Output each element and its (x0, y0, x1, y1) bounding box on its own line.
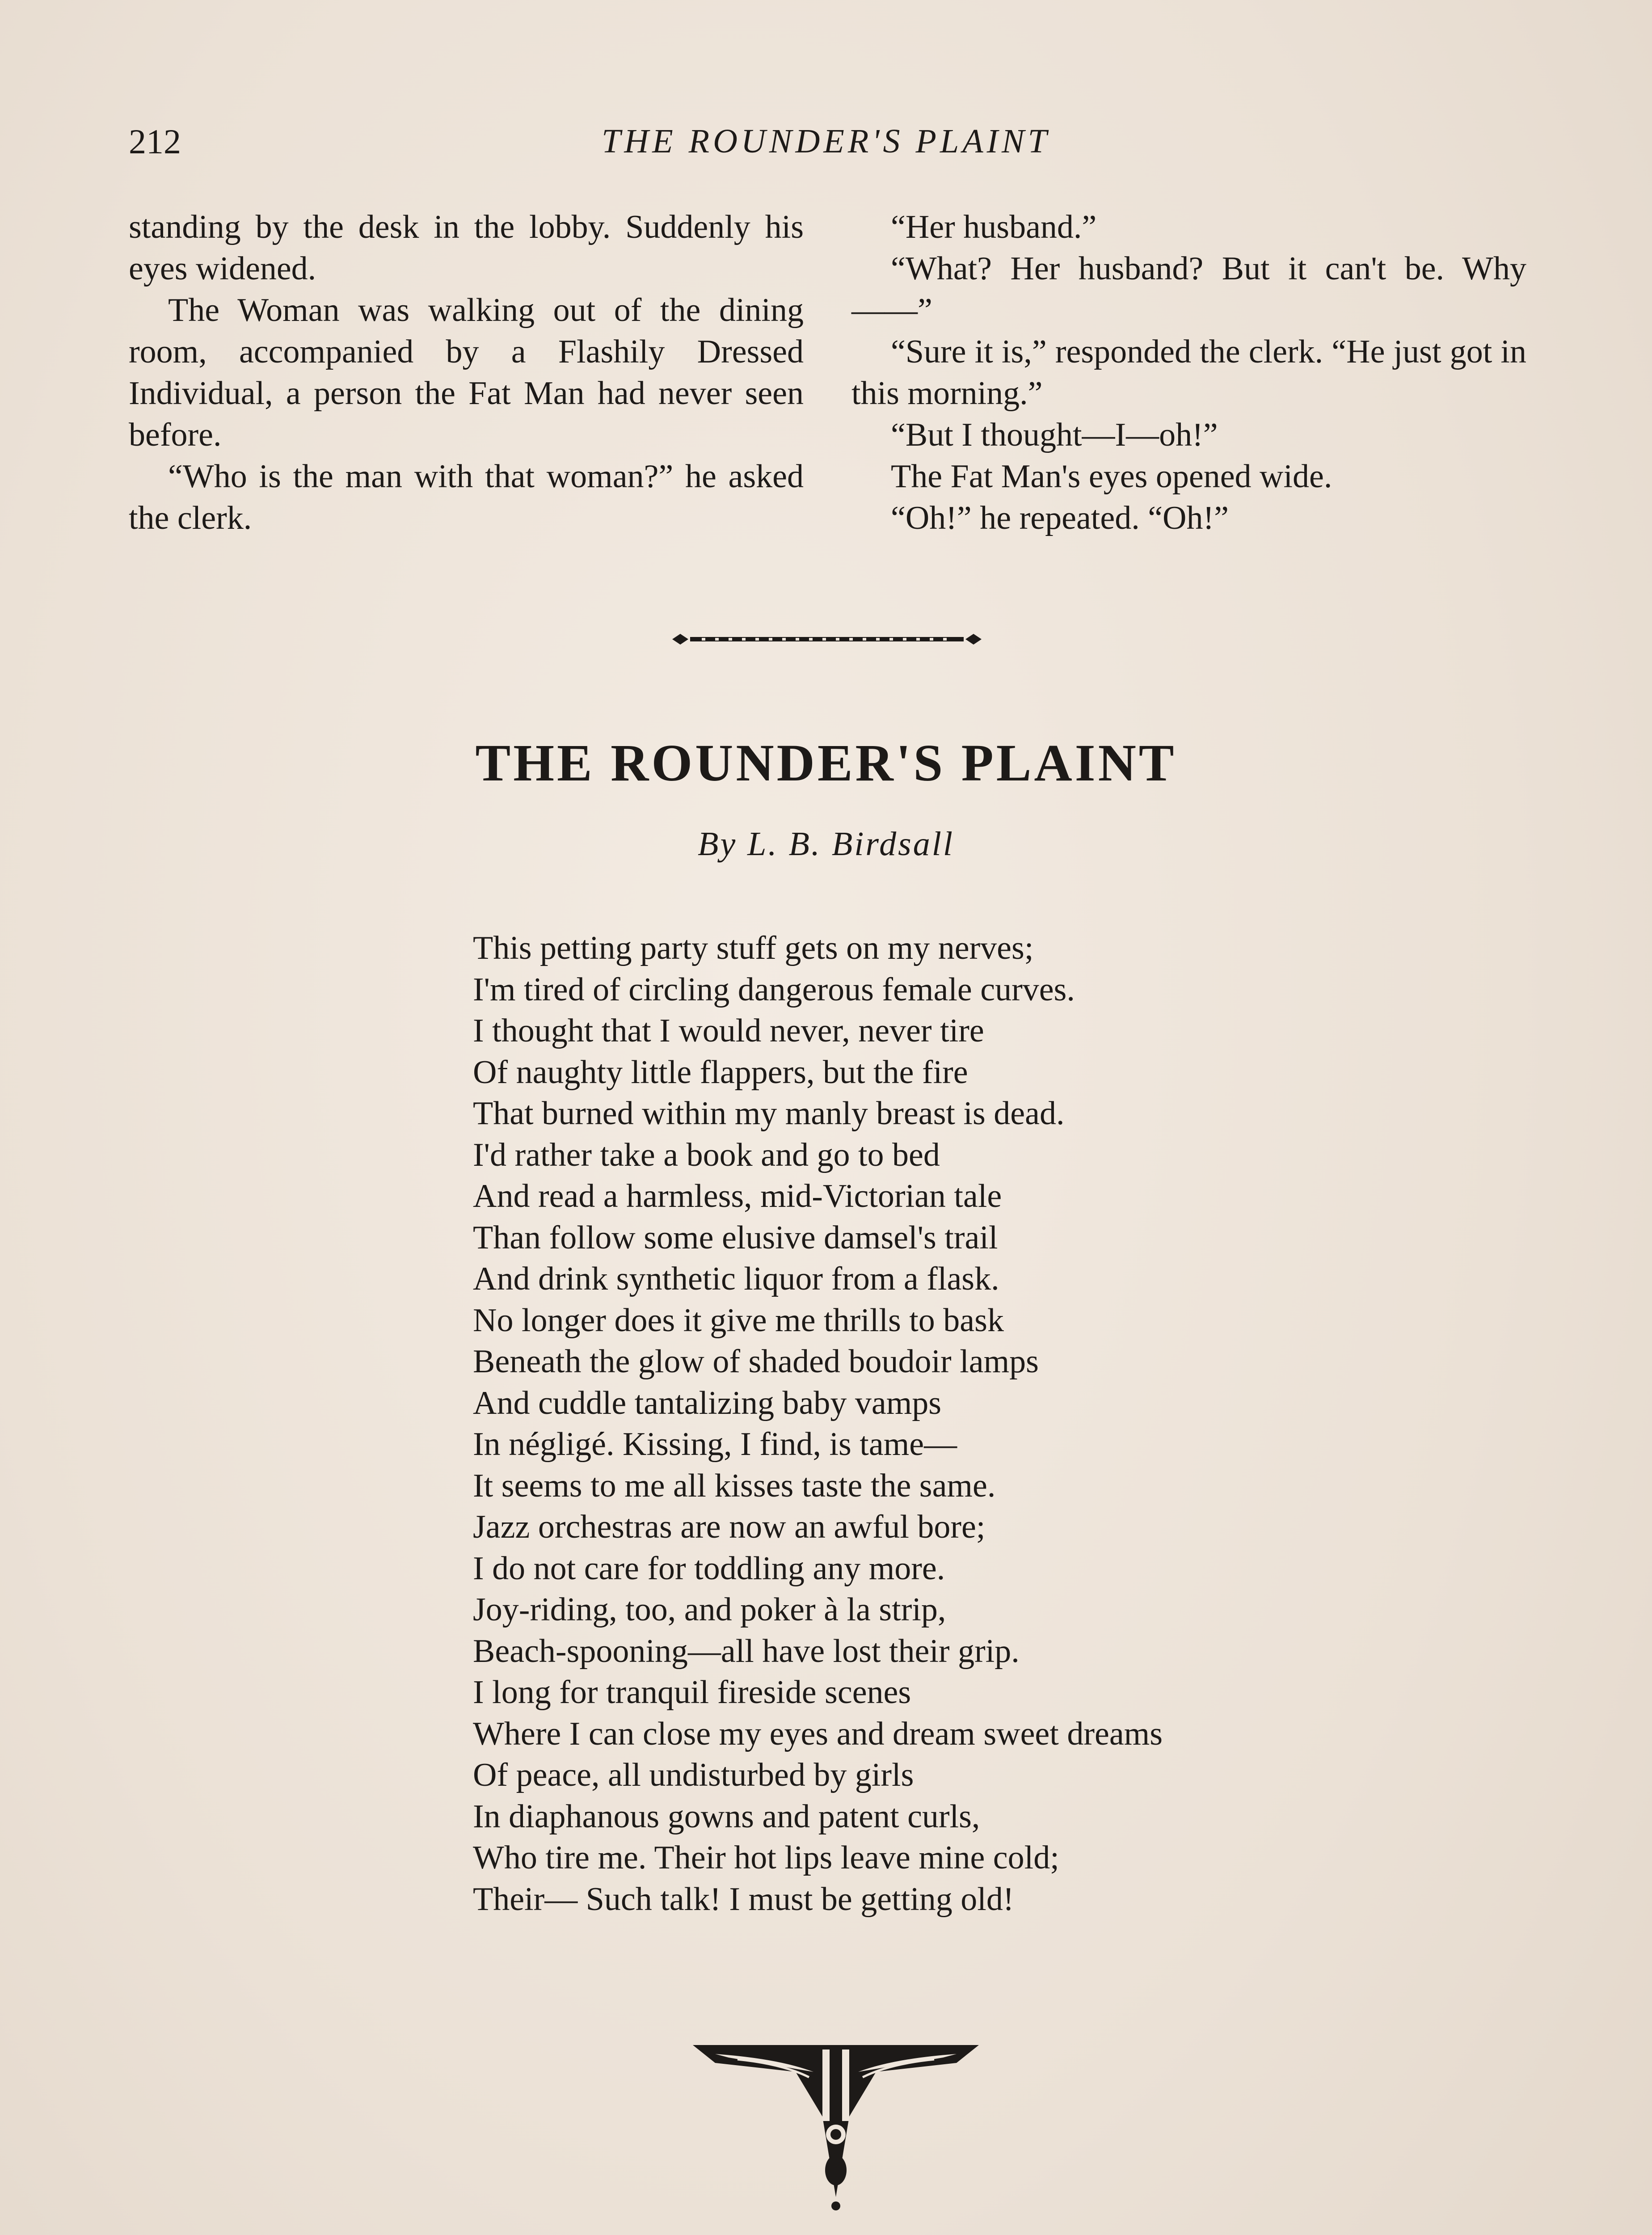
winged-tailpiece-icon (688, 2036, 983, 2215)
story-paragraph: The Woman was walking out of the dining room, accompanied by a Flashily Dressed Individual, a person the Fat Man had never seen before. (129, 292, 804, 453)
poem-line: Of naughty little flappers, but the fire (473, 1054, 968, 1091)
poem-line: And read a harmless, mid-Victorian tale (473, 1178, 1002, 1214)
decorative-rule-icon (670, 629, 983, 649)
poem-line: Joy-riding, too, and poker à la strip, (473, 1591, 946, 1628)
poem-line: Where I can close my eyes and dream sweet dreams (473, 1715, 1163, 1752)
story-paragraph: “Sure it is,” responded the clerk. “He just got in this morning.” (851, 333, 1526, 412)
poem-line: That burned within my manly breast is dead. (473, 1095, 1065, 1132)
page-number: 212 (129, 122, 181, 161)
poem-line: Beneath the glow of shaded boudoir lamps (473, 1343, 1039, 1380)
poem-line: I'd rather take a book and go to bed (473, 1136, 940, 1173)
poem-line: Of peace, all undisturbed by girls (473, 1757, 914, 1793)
story-paragraph: “But I thought—I—oh!” (891, 417, 1218, 453)
poem-line: No longer does it give me thrills to bask (473, 1302, 1004, 1339)
poem-line: In négligé. Kissing, I find, is tame— (473, 1426, 957, 1463)
poem-line: I'm tired of circling dangerous female curves. (473, 971, 1075, 1008)
poem-body (473, 928, 1367, 1920)
poem-line: This petting party stuff gets on my nerves; (473, 930, 1034, 966)
poem-line: I do not care for toddling any more. (473, 1550, 945, 1587)
poem-line: And cuddle tantalizing baby vamps (473, 1384, 942, 1421)
poem-line: I long for tranquil fireside scenes (473, 1674, 911, 1711)
story-paragraph: “Who is the man with that woman?” he asked the clerk. (129, 458, 804, 536)
poem-line: It seems to me all kisses taste the same. (473, 1467, 996, 1504)
poem-byline: By L. B. Birdsall (698, 825, 954, 863)
poem-line: Than follow some elusive damsel's trail (473, 1219, 998, 1256)
story-left-column (129, 207, 804, 539)
poem-line: Who tire me. Their hot lips leave mine cold; (473, 1839, 1059, 1876)
poem-line: Their— Such talk! I must be getting old! (473, 1881, 1014, 1918)
story-paragraph: The Fat Man's eyes opened wide. (891, 458, 1332, 495)
poem-line: In diaphanous gowns and patent curls, (473, 1798, 980, 1835)
running-head: THE ROUNDER'S PLAINT (602, 122, 1050, 160)
story-paragraph: “Oh!” he repeated. “Oh!” (891, 500, 1229, 536)
poem-line: I thought that I would never, never tire (473, 1012, 984, 1049)
poem-line: Beach-spooning—all have lost their grip. (473, 1632, 1020, 1670)
story-paragraph: “What? Her husband? But it can't be. Why——” (851, 250, 1526, 329)
poem-line: Jazz orchestras are now an awful bore; (473, 1509, 986, 1545)
story-paragraph: “Her husband.” (891, 209, 1097, 245)
poem-title: THE ROUNDER'S PLAINT (475, 734, 1177, 792)
story-right-column (851, 207, 1526, 539)
poem-line: And drink synthetic liquor from a flask. (473, 1261, 999, 1297)
story-paragraph: standing by the desk in the lobby. Suddenly his eyes widened. (129, 209, 804, 287)
